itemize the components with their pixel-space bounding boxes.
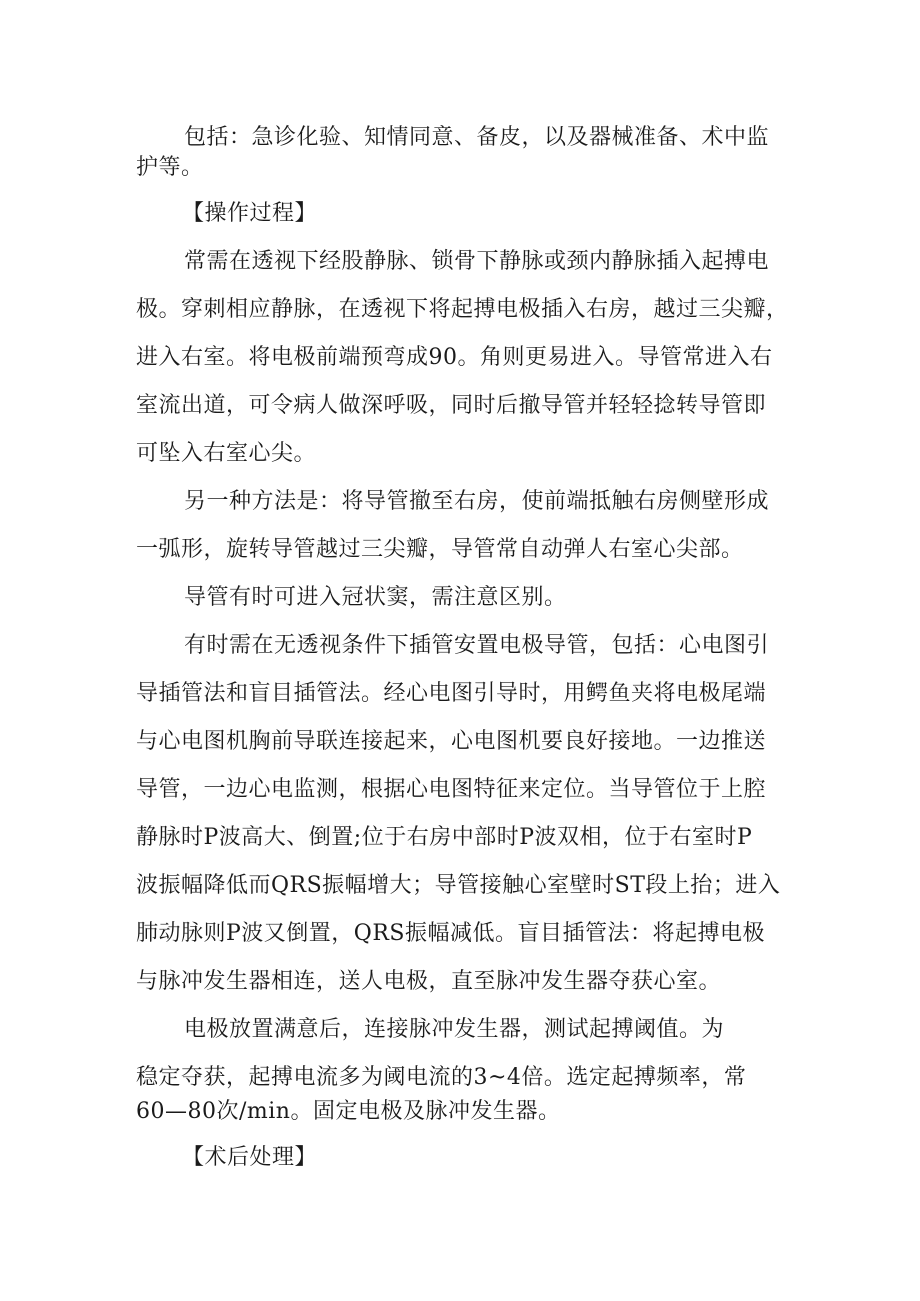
paragraph-line: 可坠入右室心尖。 — [136, 441, 317, 466]
paragraph-line: 肺动脉则P波又倒置，QRS振幅减低。盲目插管法：将起搏电极 — [136, 921, 765, 946]
paragraph-line: 导插管法和盲目插管法。经心电图引导时，用鳄鱼夹将电极尾端 — [136, 681, 767, 706]
section-heading-postop: 【术后处理】 — [182, 1145, 318, 1170]
paragraph-line: 护等。 — [136, 155, 204, 180]
paragraph-line: 另一种方法是：将导管撤至右房，使前端抵触右房侧壁形成 — [184, 489, 770, 514]
paragraph-line: 导管，一边心电监测，根据心电图特征来定位。当导管位于上腔 — [136, 777, 767, 802]
paragraph-line: 极。穿刺相应静脉，在透视下将起搏电极插入右房，越过三尖瓣， — [136, 297, 789, 322]
paragraph-line: 一弧形，旋转导管越过三尖瓣，导管常自动弹人右室心尖部。 — [136, 537, 744, 562]
paragraph-line: 静脉时P波高大、倒置;位于右房中部时P波双相，位于右室时P — [136, 825, 753, 850]
paragraph-line: 电极放置满意后，连接脉冲发生器，测试起搏阈值。为 — [184, 1017, 725, 1042]
paragraph-line: 60—80次/min。固定电极及脉冲发生器。 — [136, 1099, 561, 1124]
paragraph-line: 室流出道，可令病人做深呼吸，同时后撤导管并轻轻捻转导管即 — [136, 393, 767, 418]
section-heading-procedure: 【操作过程】 — [182, 201, 318, 226]
paragraph-line: 有时需在无透视条件下插管安置电极导管，包括：心电图引 — [184, 633, 770, 658]
paragraph-line: 稳定夺获，起搏电流多为阈电流的3~4倍。选定起搏频率，常 — [136, 1065, 747, 1090]
paragraph-line: 导管有时可进入冠状窦，需注意区别。 — [184, 585, 567, 610]
paragraph-line: 进入右室。将电极前端预弯成90。角则更易进入。导管常进入右 — [136, 345, 773, 370]
paragraph-line: 与心电图机胸前导联连接起来，心电图机要良好接地。一边推送 — [136, 729, 767, 754]
paragraph-line: 包括：急诊化验、知情同意、备皮，以及器械准备、术中监 — [184, 125, 770, 150]
paragraph-line: 波振幅降低而QRS振幅增大；导管接触心室壁时ST段上抬；进入 — [136, 873, 781, 898]
paragraph-line: 常需在透视下经股静脉、锁骨下静脉或颈内静脉插入起搏电 — [184, 249, 770, 274]
paragraph-line: 与脉冲发生器相连，送人电极，直至脉冲发生器夺获心室。 — [136, 969, 722, 994]
